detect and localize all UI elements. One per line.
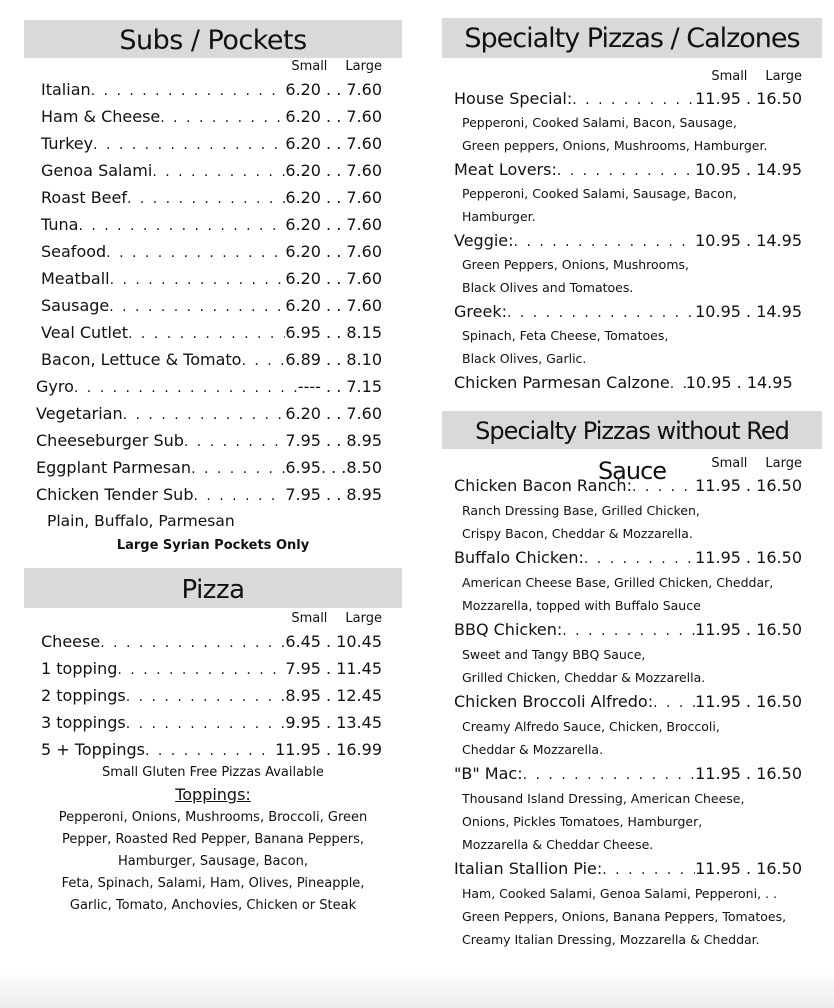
- item-name: Cheeseburger Sub: [36, 431, 184, 450]
- item-name: Seafood: [41, 242, 107, 261]
- item-name: Roast Beef: [41, 188, 127, 207]
- large-label: Large: [765, 456, 802, 471]
- menu-item-row: [24, 655, 402, 682]
- item-name: BBQ Chicken:: [454, 620, 563, 639]
- menu-item-row: [24, 628, 402, 655]
- item-price: 11.95 . 16.50: [695, 548, 802, 567]
- menu-item-row: [442, 856, 822, 882]
- item-price: 6.20 . . 7.60: [285, 404, 382, 423]
- leader-dots: [127, 186, 285, 211]
- leader-dots: [241, 348, 285, 373]
- item-name: Bacon, Lettuce & Tomato: [41, 350, 242, 369]
- large-label: Large: [345, 611, 382, 626]
- item-description: Green Peppers, Onions, Mushrooms,: [462, 257, 689, 272]
- leader-dots: [74, 375, 298, 400]
- leader-dots: [145, 738, 275, 763]
- item-name: "B" Mac:: [454, 764, 523, 783]
- leader-dots: [572, 88, 695, 111]
- item-name: Meat Lovers:: [454, 160, 557, 179]
- leader-dots: [152, 159, 285, 184]
- item-description: Ham, Cooked Salami, Genoa Salami, Pepperoni, . .: [462, 886, 777, 901]
- bottom-shadow: [0, 968, 834, 1008]
- item-price: 10.95 . 14.95: [695, 231, 802, 250]
- item-description: Thousand Island Dressing, American Cheese,: [462, 791, 745, 806]
- no-sauce-section-title: Specialty Pizzas without Red Sauce: [442, 411, 822, 449]
- leader-dots: [670, 372, 686, 395]
- toppings-line: Pepper, Roasted Red Pepper, Banana Peppers,: [62, 832, 364, 847]
- menu-item-row: [442, 617, 822, 643]
- item-name: Ham & Cheese: [41, 107, 161, 126]
- menu-item-row: [24, 76, 402, 103]
- menu-item-row: [442, 761, 822, 787]
- toppings-line: Feta, Spinach, Salami, Ham, Olives, Pineapple,: [61, 876, 365, 891]
- leader-dots: [184, 429, 285, 454]
- leader-dots: [562, 618, 695, 643]
- subs-list: [24, 76, 402, 508]
- item-name: 1 topping: [41, 659, 118, 678]
- item-description: Pepperoni, Cooked Salami, Sausage, Bacon,: [462, 186, 737, 201]
- item-name: 3 toppings: [41, 713, 126, 732]
- leader-dots: [632, 474, 695, 499]
- menu-item-row: [442, 299, 822, 324]
- large-label: Large: [345, 59, 382, 74]
- menu-item-row: [24, 481, 402, 508]
- item-name: Chicken Bacon Ranch:: [454, 476, 632, 495]
- item-price: 11.95 . 16.50: [695, 764, 802, 783]
- item-price: 6.45 . 10.45: [285, 632, 382, 651]
- menu-item-row: [442, 228, 822, 253]
- item-price: 10.95 . 14.95: [695, 160, 802, 179]
- menu-item-row: [24, 184, 402, 211]
- specialty-section-title: Specialty Pizzas / Calzones: [442, 18, 822, 58]
- item-price: 11.95 . 16.50: [695, 859, 802, 878]
- menu-item-row: [24, 103, 402, 130]
- menu-item-row: [24, 130, 402, 157]
- item-description: Cheddar & Mozzarella.: [462, 742, 604, 757]
- gluten-free-note: Small Gluten Free Pizzas Available: [102, 765, 324, 780]
- menu-item-row: [24, 427, 402, 454]
- item-description: Green peppers, Onions, Mushrooms, Hamburger.: [462, 138, 768, 153]
- item-description: Spinach, Feta Cheese, Tomatoes,: [462, 328, 669, 343]
- leader-dots: [602, 857, 695, 882]
- item-name: House Special:: [454, 89, 573, 108]
- menu-item-row: [442, 689, 822, 715]
- toppings-title: Toppings:: [175, 785, 251, 804]
- item-description: Hamburger.: [462, 209, 536, 224]
- leader-dots: [93, 132, 285, 157]
- menu-item-row: [24, 400, 402, 427]
- item-description: Creamy Alfredo Sauce, Chicken, Broccoli,: [462, 719, 720, 734]
- menu-item-row: [442, 157, 822, 182]
- item-name: Sausage: [41, 296, 110, 315]
- toppings-line: Hamburger, Sausage, Bacon,: [118, 854, 308, 869]
- item-name: Cheese: [41, 632, 101, 651]
- item-name: Tuna: [41, 215, 79, 234]
- item-description: Pepperoni, Cooked Salami, Bacon, Sausage,: [462, 115, 737, 130]
- item-price: 6.20 . . 7.60: [285, 296, 382, 315]
- pizza-size-header: [24, 610, 402, 628]
- small-label: Small: [291, 611, 328, 626]
- item-price: 6.95. . .8.50: [285, 458, 382, 477]
- menu-item-row: [24, 682, 402, 709]
- item-name: Veal Cutlet: [41, 323, 129, 342]
- item-description: Grilled Chicken, Cheddar & Mozzarella.: [462, 670, 706, 685]
- leader-dots: [193, 483, 285, 508]
- leader-dots: [106, 240, 285, 265]
- leader-dots: [109, 294, 285, 319]
- calzone-row: [442, 370, 822, 395]
- item-name: 5 + Toppings: [41, 740, 145, 759]
- item-price: 8.95 . 12.45: [285, 686, 382, 705]
- item-description: American Cheese Base, Grilled Chicken, Cheddar,: [462, 575, 774, 590]
- leader-dots: [128, 321, 285, 346]
- menu-item-row: [24, 211, 402, 238]
- leader-dots: [91, 78, 286, 103]
- no-sauce-list: [442, 473, 822, 951]
- leader-dots: [653, 690, 695, 715]
- item-name: Greek:: [454, 302, 507, 321]
- menu-item-row: [442, 545, 822, 571]
- menu-item-row: [24, 238, 402, 265]
- leader-dots: [78, 213, 285, 238]
- pizza-list: [24, 628, 402, 763]
- item-price: 6.89 . . 8.10: [285, 350, 382, 369]
- specialty-size-header: [442, 68, 822, 86]
- item-description: Mozzarella & Cheddar Cheese.: [462, 837, 654, 852]
- item-description: Sweet and Tangy BBQ Sauce,: [462, 647, 646, 662]
- item-description: Creamy Italian Dressing, Mozzarella & Cheddar.: [462, 932, 760, 947]
- item-name: Buffalo Chicken:: [454, 548, 584, 567]
- item-description: Ranch Dressing Base, Grilled Chicken,: [462, 503, 700, 518]
- item-description: Black Olives, Garlic.: [462, 351, 587, 366]
- toppings-line: Garlic, Tomato, Anchovies, Chicken or Steak: [69, 898, 357, 913]
- menu-item-row: [24, 454, 402, 481]
- menu-item-row: [24, 346, 402, 373]
- item-price: 6.95 . . 8.15: [285, 323, 382, 342]
- item-price: 6.20 . . 7.60: [285, 161, 382, 180]
- pockets-note: Large Syrian Pockets Only: [116, 538, 310, 553]
- left-column: [24, 0, 402, 917]
- item-name: Veggie:: [454, 231, 514, 250]
- item-name: Chicken Broccoli Alfredo:: [454, 692, 654, 711]
- item-price: 7.95 . . 8.95: [285, 485, 382, 504]
- pizza-section-title: Pizza: [24, 568, 402, 608]
- item-price: 10.95 . 14.95: [695, 302, 802, 321]
- item-price: 6.20 . . 7.60: [285, 107, 382, 126]
- item-name: Meatball: [41, 269, 110, 288]
- item-price: 6.20 . . 7.60: [285, 134, 382, 153]
- small-label: Small: [291, 59, 328, 74]
- menu-item-row: [24, 709, 402, 736]
- item-price: 6.20 . . 7.60: [285, 269, 382, 288]
- leader-dots: [126, 711, 286, 736]
- item-description: Onions, Pickles Tomatoes, Hamburger,: [462, 814, 703, 829]
- item-price: 7.95 . . 8.95: [285, 431, 382, 450]
- item-price: 9.95 . 13.45: [285, 713, 382, 732]
- menu-item-row: [442, 86, 822, 111]
- leader-dots: [123, 402, 286, 427]
- item-price: 11.95 . 16.50: [695, 620, 802, 639]
- item-name: Genoa Salami: [41, 161, 153, 180]
- item-price: 7.95 . 11.45: [285, 659, 382, 678]
- subs-section-title: Subs / Pockets: [24, 20, 402, 58]
- leader-dots: [507, 301, 695, 324]
- leader-dots: [584, 546, 695, 571]
- item-price: 6.20 . . 7.60: [285, 188, 382, 207]
- right-column: [442, 0, 822, 951]
- item-price: 11.95 . 16.99: [275, 740, 382, 759]
- item-description: Crispy Bacon, Cheddar & Mozzarella.: [462, 526, 693, 541]
- menu-item-row: [24, 319, 402, 346]
- menu-item-row: [24, 373, 402, 400]
- item-description: Green Peppers, Onions, Banana Peppers, Tomatoes,: [462, 909, 787, 924]
- item-name: Eggplant Parmesan: [36, 458, 192, 477]
- item-name: Turkey: [41, 134, 94, 153]
- item-name: Italian: [41, 80, 91, 99]
- item-price: 11.95 . 16.50: [695, 692, 802, 711]
- leader-dots: [160, 105, 285, 130]
- item-name: Italian Stallion Pie:: [454, 859, 603, 878]
- small-label: Small: [711, 456, 748, 471]
- small-label: Small: [711, 69, 748, 84]
- item-name: 2 toppings: [41, 686, 126, 705]
- leader-dots: [110, 267, 286, 292]
- item-price: 11.95 . 16.50: [695, 476, 802, 495]
- leader-dots: [523, 762, 696, 787]
- subs-size-header: [24, 58, 402, 76]
- toppings-line: Pepperoni, Onions, Mushrooms, Broccoli, Green: [58, 810, 368, 825]
- menu-item-row: [442, 473, 822, 499]
- item-price: ---- . . 7.15: [297, 377, 382, 396]
- item-price: 6.20 . . 7.60: [285, 80, 382, 99]
- tender-options: Plain, Buffalo, Parmesan: [47, 512, 235, 530]
- item-price: 10.95 . 14.95: [685, 373, 793, 392]
- leader-dots: [514, 230, 696, 253]
- item-name: Vegetarian: [36, 404, 123, 423]
- menu-item-row: [24, 292, 402, 319]
- item-description: Black Olives and Tomatoes.: [462, 280, 634, 295]
- leader-dots: [117, 657, 285, 682]
- leader-dots: [126, 684, 286, 709]
- leader-dots: [100, 630, 285, 655]
- item-name: Chicken Parmesan Calzone: [454, 373, 670, 392]
- item-description: Mozzarella, topped with Buffalo Sauce: [462, 598, 701, 613]
- item-price: 11.95 . 16.50: [695, 89, 802, 108]
- specialty-list: [442, 86, 822, 370]
- large-label: Large: [765, 69, 802, 84]
- leader-dots: [191, 456, 285, 481]
- item-price: 6.20 . . 7.60: [285, 215, 382, 234]
- item-name: Chicken Tender Sub: [36, 485, 194, 504]
- leader-dots: [557, 159, 695, 182]
- toppings-list: [24, 807, 402, 917]
- menu-item-row: [24, 265, 402, 292]
- menu-item-row: [24, 736, 402, 763]
- item-price: 6.20 . . 7.60: [285, 242, 382, 261]
- menu-item-row: [24, 157, 402, 184]
- item-name: Gyro: [36, 377, 74, 396]
